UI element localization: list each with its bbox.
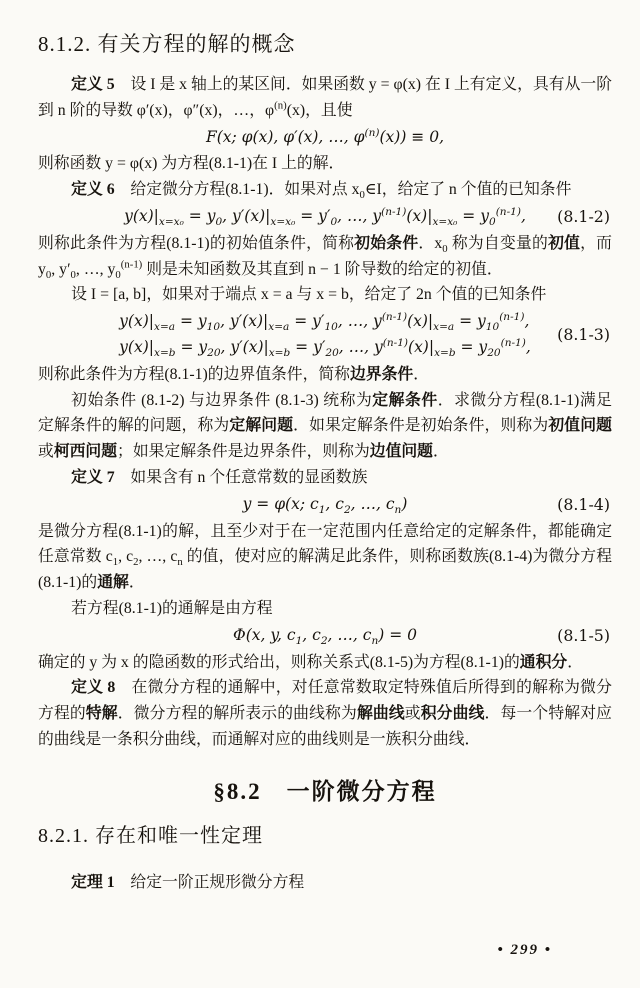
section-heading-8-2: §8.2 一阶微分方程	[213, 778, 437, 804]
equation-8-1-4-body: y = φ(x; $c_1$, $c_2$, …, $c_n$)	[242, 494, 408, 516]
paragraph-definition-6-end: 则称此条件为方程(8.1-1)的初始值条件，简称初始条件．$x_0$ 称为自变量的初值，而 $y_0$, $y'_0$, …, $y_0^{(n-1)}$ 则是未知函数及其直到 n − 1 阶导数的给定的初值．	[38, 234, 612, 281]
paragraph-general-integral-end: 确定的 y 为 x 的隐函数的形式给出，则称关系式(8.1-5)为方程(8.1-1)的通积分．	[38, 653, 583, 671]
page-number: • 299 •	[497, 942, 552, 959]
equation-8-1-3-line1: $y(x)|_{x=a} = y_{10}$, $y'(x)|_{x=a} = y'_{10}$, …, $y^{(n-1)}(x)|_{x=a} = y_{10}^{(n-1)}$,	[119, 311, 530, 334]
equation-8-1-3	[38, 309, 612, 361]
equation-8-1-3-line2: $y(x)|_{x=b} = y_{20}$, $y'(x)|_{x=b} = y'_{20}$, …, $y^{(n-1)}(x)|_{x=b} = y_{20}^{(n-1)}$,	[119, 336, 531, 360]
paragraph-definition-5-end: 则称函数 y = φ(x) 为方程(8.1-1)在 I 上的解．	[38, 155, 345, 173]
equation-tag-8-1-3: (8.1-3)	[557, 325, 610, 345]
equation-tag-8-1-2: (8.1-2)	[557, 206, 610, 226]
paragraph-definition-6: 定义 6 给定微分方程(8.1-1)．如果对点 $x_0\in I$，给定了 n 个值的已知条件	[71, 181, 572, 202]
equation-8-1-4	[38, 492, 612, 518]
equation-f-identity-body: F(x; φ(x), φ′(x), …, $\varphi^{(n)}(x)) \equiv 0$,	[205, 126, 445, 146]
equation-8-1-5-body: Φ(x, y, $c_1$, $c_2$, …, $c_n) = 0$	[233, 625, 417, 647]
equation-8-1-2	[38, 204, 612, 230]
paragraph-boundary-intro: 设 I = [a, b]，如果对于端点 x = a 与 x = b，给定了 2n 个值的已知条件	[71, 286, 547, 304]
equation-tag-8-1-5: (8.1-5)	[557, 625, 610, 645]
paragraph-definition-5: 定义 5 设 I 是 x 轴上的某区间．如果函数 y = φ(x) 在 I 上有定义，具有从一阶到 n 阶的导数 φ′(x)，φ″(x)，…，$\varphi^{(n)}(x)$，且使	[38, 76, 612, 119]
equation-f-identity	[38, 125, 612, 151]
section-heading-8-2-1: 8.2.1. 存在和唯一性定理	[38, 824, 263, 847]
paragraph-boundary-end: 则称此条件为方程(8.1-1)的边界值条件，简称边界条件．	[38, 365, 429, 383]
equation-tag-8-1-4: (8.1-4)	[557, 494, 610, 514]
section-heading-8-1-2: 8.1.2. 有关方程的解的概念	[38, 32, 296, 56]
equation-8-1-2-body: $y(x)|_{x=x_0} = y_0$, $y'(x)|_{x=x_0} = y'_0$, …, $y^{(n-1)}(x)|_{x=x_0} = y_0^{(n-1)}$,	[124, 205, 526, 229]
paragraph-general-integral-intro: 若方程(8.1-1)的通解是由方程	[71, 599, 273, 617]
equation-8-1-5	[38, 623, 612, 649]
paragraph-definition-7-end: 是微分方程(8.1-1)的解，且至少对于在一定范围内任意给定的定解条件，都能确定任意常数 $c_1$, $c_2$, …, $c_n$ 的值，使对应的解满足此条件，则称函数族(8.1-4)为微分方程(8.1-1)的通解．	[38, 522, 612, 592]
paragraph-definition-8: 定义 8 在微分方程的通解中，对任意常数取定特殊值后所得到的解称为微分方程的特解．微分方程的解所表示的曲线称为解曲线或积分曲线．每一个特解对应的曲线是一条积分曲线，而通解对应的曲线则是一族积分曲线．	[38, 679, 612, 748]
paragraph-conditions: 初始条件 (8.1-2) 与边界条件 (8.1-3) 统称为定解条件．求微分方程(8.1-1)满足定解条件的解的问题，称为定解问题．如果定解条件是初始条件，则称为初值问题或柯西问题；如果定解条件是边界条件，则称为边值问题．	[38, 391, 612, 461]
paragraph-theorem-1: 定理 1 给定一阶正规形微分方程	[71, 873, 305, 891]
paragraph-definition-7: 定义 7 如果含有 n 个任意常数的显函数族	[71, 468, 368, 486]
equation-8-1-3-lines	[119, 309, 531, 361]
